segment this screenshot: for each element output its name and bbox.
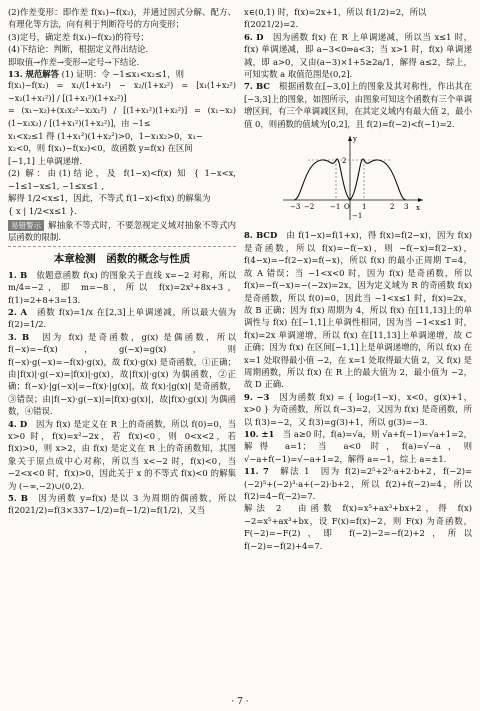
left-column — [8, 6, 236, 517]
answer-8 — [244, 229, 472, 390]
x-tick: −3 — [290, 203, 301, 212]
intro-line-1: (2)作差变形：即作差 f(x₁)−f(x₂)，并通过因式分解、配方、有理化等方法，向有利于判断符号的方向变形； — [8, 7, 236, 30]
y-axis-label: y — [353, 135, 357, 144]
right-column — [244, 6, 472, 552]
answer-text: 解法 2 由函数 f(x)=x⁵+ax³+bx+2，得 f(x)−2=x⁵+ax³+bx，设 F(x)=f(x)−2，则 F(x) 为奇函数，F(−2)=−F(2)，即 f(−2)−2=−f(2)+2，所以 f(−2)=−f(2)+4=7. — [244, 503, 472, 551]
q13-line-5: [−1,1] 上单调递增. — [8, 155, 83, 166]
q13-heading — [8, 68, 236, 80]
q13-line-0: (1) 证明：令 −1≤x₁<x₂≤1，则 — [61, 69, 184, 80]
x-tick: −1 — [330, 203, 341, 212]
x-axis-label: x — [416, 204, 420, 213]
answer-text: 因为函数 y=f(x) 是以 3 为周期的偶函数，所以 f(2021/2)=f(3×337−1/2)=f(−1/2)=f(1/2)，又当 — [8, 493, 236, 516]
warning-note — [8, 219, 236, 244]
answer-4 — [8, 418, 236, 492]
answer-6 — [244, 31, 472, 81]
answer-num: 11. 7 — [244, 466, 269, 477]
answer-num: 5. B — [8, 493, 28, 504]
answer-3 — [8, 331, 236, 418]
answer-9 — [244, 391, 472, 428]
section-title: 本章检测 函数的概念与性质 — [53, 252, 191, 265]
answer-num: 10. ±1 — [244, 428, 275, 439]
intro-line-4: 即取值→作差→变形→定号→下结论. — [8, 56, 140, 67]
answer-5 — [8, 492, 236, 517]
intro-line-2: (3)定号，确定差 f(x₁)−f(x₂)的符号； — [8, 31, 149, 42]
y-tick-2: 2 — [342, 157, 347, 166]
answer-10 — [244, 428, 472, 465]
answer-num: 4. D — [8, 418, 28, 429]
x-tick: 3 — [404, 203, 409, 212]
answer-7 — [244, 80, 472, 130]
warning-label: 易错警示 — [8, 220, 44, 231]
q13-line-6: (2) 解：由(1)结论，及 f(1−x)<f(x) 知 { 1−x<x, −1≤1−x≤1, −1≤x≤1 , — [8, 168, 236, 191]
y-axis-arrow — [348, 136, 352, 141]
x-axis-arrow — [418, 198, 423, 202]
answer-num: 8. BCD — [244, 230, 278, 241]
q13-line-7: 解得 1/2<x≤1，因此，不等式 f(1−x)<f(x) 的解集为 — [8, 193, 211, 204]
answer-num: 1. B — [8, 269, 28, 280]
answer-num: 3. B — [8, 331, 30, 342]
answer-num: 9. −3 — [244, 391, 270, 402]
q13-line-1: f(x₁)−f(x₂) = x₁/(1+x₁²) − x₂/(1+x₂²) = [x₁(1+x₂²)−x₂(1+x₁²)] / [(1+x₁²)(1+x₂²)] — [8, 81, 236, 103]
q13-line-2: = (x₁−x₂)+(x₁x₂²−x₂x₁²) / [(1+x₁²)(1+x₂²)] = (x₁−x₂)(1−x₁x₂) / [(1+x₁²)(1+x₂²)]，由 −1≤ — [8, 106, 236, 128]
answer-text: 函数 f(x)=1/x 在[2,3]上单调递减，所以最大值为 f(2)=1/2. — [8, 306, 236, 330]
warning-text: 解抽象不等式时，不要忽视定义域对抽象不等式内层函数的限制. — [8, 219, 236, 243]
x-tick: O — [344, 203, 350, 212]
page-number: · 7 · — [231, 697, 249, 707]
function-graph — [278, 132, 472, 227]
x-tick: 1 — [362, 203, 367, 212]
cont-line-1: x∈(0,1) 时，f(x)=2x+1，所以 f(1/2)=2，所以 — [244, 7, 427, 17]
answer-1 — [8, 269, 236, 306]
answer-11-alt — [244, 502, 472, 552]
q13-line-3: x₁<x₂≤1 得 (1+x₁²)(1+x₂²)>0，1−x₁x₂>0，x₁− — [8, 131, 203, 142]
answer-text: 解法 1 因为 f(2)=2⁵+2³·a+2·b+2，f(−2)=(−2)⁵+(−2)³·a+(−2)·b+2，所以 f(2)+f(−2)=4，所以 f(2)=4−f(−2)=7. — [244, 466, 472, 501]
cont-line-2: f(2021/2)=2. — [244, 19, 299, 30]
answer-num: 7. BC — [244, 81, 270, 92]
answer-num: 2. A — [8, 306, 27, 317]
x-tick: 2 — [390, 203, 395, 212]
intro-line-3: (4)下结论：判断，根据定义得出结论. — [8, 44, 149, 55]
answer-text: 依题意函数 f(x) 的图象关于直线 x=−2 对称，所以 m/4=−2，即 m=−8，所以 f(x)=2x²+8x+3，f(1)=2+8+3=13. — [8, 269, 237, 305]
answer-text: 当 a≥0 时，f(a)=√a，则 √a+f(−1)=√a+1=2，解得 a=1；当 a<0 时，f(a)=√−a，则 √−a+f(−1)=√−a+1=2，解得 a=−1，综上 a=±1. — [244, 428, 472, 464]
graph-svg — [278, 132, 428, 224]
answer-text: 根据函数在[−3,0]上的图象及其对称性，作出其在[−3,3]上的图象，如图所示，由图象可知这个函数有三个单调增区间，有三个单调减区间，在其定义域内有最大值 2，最小值 0，则函数的值域为[0,2]，且 f(2)=f(−2)<f(−1)=2. — [244, 81, 473, 129]
q13-line-8: { x | 1/2<x≤1 }. — [8, 205, 78, 216]
q13-label: 13. 规范解答 — [8, 69, 59, 80]
x-tick: −2 — [304, 203, 315, 212]
y-tick-neg1: −1 — [352, 212, 363, 221]
answer-2 — [8, 306, 236, 331]
answer-11 — [244, 465, 472, 502]
q13-line-4: x₂<0，则 f(x₁)−f(x₂)<0，故函数 y=f(x) 在区间 — [8, 143, 193, 154]
answer-text: 由 f(1−x)=f(1+x)，得 f(x)=f(2−x)，因为 f(x) 是奇函数，所以 f(x)=−f(−x)，则 −f(−x)=f(2−x)，f(4−x)=−f(2−x)=f(−x)，所以 f(x) 的最小正周期 T=4，故 A 错误；当 −1<x<0 时，因为 f(x) 是奇函数，所以 f(x)=−f(−x)=−(−2x)=2x，因为定义域为 R 的奇函数 f(x) 是奇函数，所以 f(0)=0，因此当 −1<x≤1 时，f(x)=2x，故 B 正确；因为 f(x) 周期为 4，所以 f(x) 在[11,13]上的单调性与 f(x) 在[−1,1]上单调性相同，因为当 −1<x≤1 时，f(x)=2x 单调递增，所以 f(x) 在[11,13]上单调递增，故 C 正确；因为 f(x) 在区间[−1,1]上是单调递增的，所以 f(x) 在 x=1 处取得最小值 −2，在 x=1 处取得最大值 2，又 f(x) 是周期函数，所以 f(x) 在 R 上的最大值为 2，最小值为 −2，故 D 正确. — [244, 230, 472, 390]
answer-text: 因为函数 f(x) 在 R 上单调递减，所以当 x≤1 时，f(x) 单调递减，即 a−3<0⇒a<3；当 x>1 时，f(x) 单调递减，即 a>0，又由(a−3)×1+5≥2a/1，解得 a≤2，综上，可知实数 a 取值范围是(0,2]. — [244, 31, 473, 80]
divider — [8, 246, 236, 247]
answer-text: 因为 f(x) 是定义在 R 上的奇函数，所以 f(0)=0，当 x>0 时，f(x)=x²−2x，若 f(x)<0，则 0<x<2，若 f(x)>0，则 x>2，由 f(x) 是定义在 R 上的奇函数知，其图象关于原点成中心对称，所以当 x<−2 时，f(x)<0，当 −2<x<0 时，f(x)>0，因此关于 x 的不等式 f(x)<0 的解集为 (−∞,−2)∪(0,2). — [8, 418, 236, 491]
answer-text: 因为 f(x) 是奇函数，g(x) 是偶函数，所以 f(−x)=−f(x)，g(−x)=g(x)，则 f(−x)·g(−x)=−f(x)·g(x)，故 f(x)·g(x) 是奇函数，①正确；由|f(x)|·g(−x)=|f(x)|·g(x)，故|f(x)|·g(x) 为偶函数，②正确；f(−x)·|g(−x)|=−f(x)·|g(x)|，故 f(x)·|g(x)| 是奇函数，③错误；由|f(−x)·g(−x)|=|f(x)·g(x)|，故|f(x)·g(x)| 为偶函数，④错误. — [8, 331, 236, 417]
answer-text: 因为函数 f(x) = { log₂(1−x)，x<0，g(x)+1，x>0 } 为奇函数，所以 f(−3)=2，又因为 f(x) 是奇函数，所以 f(3)=−2，又 f(3)=g(3)+1，所以 g(3)=−3. — [244, 391, 472, 427]
answer-num: 6. D — [244, 31, 264, 42]
